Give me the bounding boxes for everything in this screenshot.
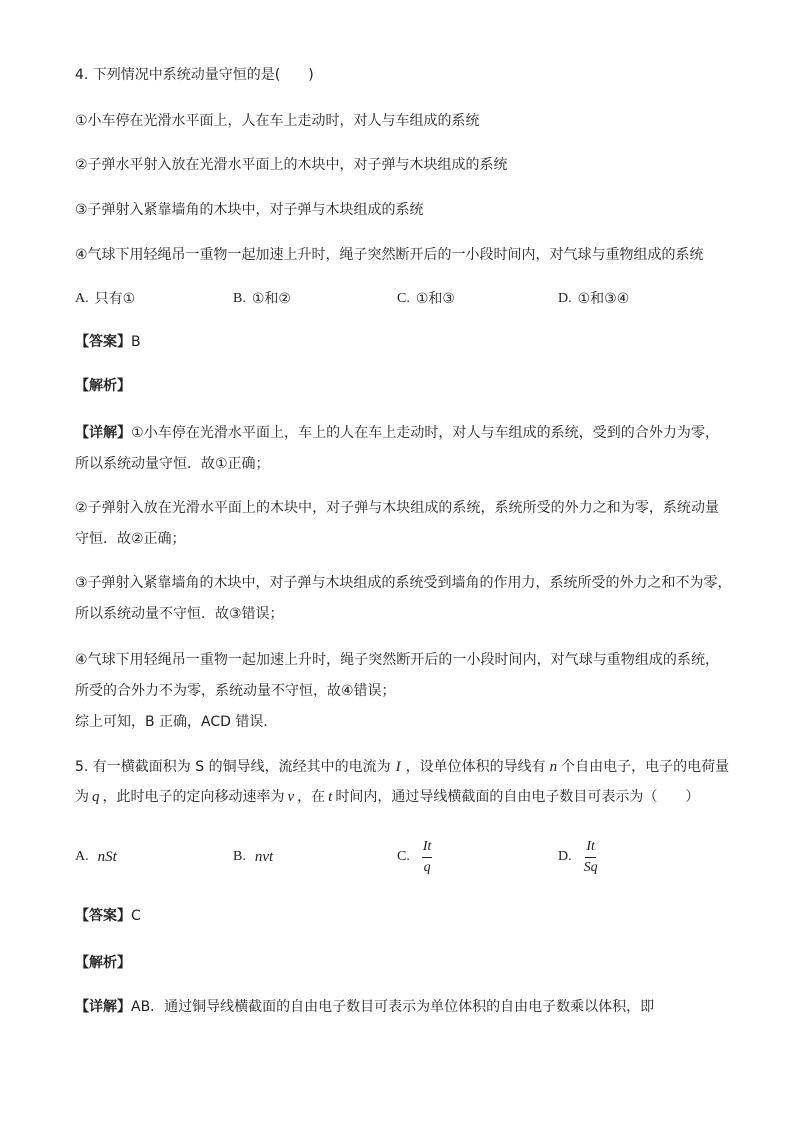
- variable-velocity: v: [287, 789, 295, 805]
- question-4-detail-line-4: 守恒．故②正确；: [75, 531, 186, 547]
- fraction-denominator: Sq: [583, 859, 598, 875]
- variable-time: t: [328, 789, 333, 805]
- option-text: ①和②: [251, 291, 291, 307]
- question-4-detail-line-1: [75, 423, 719, 443]
- stem-text: 5. 有一横截面积为 S 的铜导线，流经其中的电流为: [75, 759, 391, 775]
- variable-charge: q: [92, 789, 100, 805]
- stem-text: ，在: [297, 789, 326, 805]
- fraction-denominator: q: [423, 859, 431, 875]
- option-label: D.: [558, 291, 572, 306]
- question-5-detail-line-1: [75, 997, 654, 1017]
- question-5-stem-line-1: [75, 757, 730, 777]
- question-4-option-a: [75, 289, 135, 309]
- question-5-answer: [75, 906, 141, 926]
- question-4-conclusion: 综上可知，B 正确，ACD 错误．: [75, 714, 278, 730]
- answer-value: C: [131, 908, 141, 924]
- question-4-stem: 4. 下列情况中系统动量守恒的是( ): [75, 67, 314, 83]
- fraction: [422, 839, 433, 876]
- answer-tag: 【答案】: [75, 908, 131, 924]
- stem-text: ，设单位体积的导线有: [405, 759, 546, 775]
- question-5-option-b: [233, 835, 273, 879]
- question-5-option-d: [558, 835, 598, 879]
- question-4-detail-line-5: ③子弹射入紧靠墙角的木块中，对子弹与木块组成的系统受到墙角的作用力，系统所受的外力之和不为零，: [75, 575, 732, 591]
- question-4-option-c: [397, 289, 455, 309]
- question-4-option-d: [558, 289, 629, 309]
- question-5-option-a: [75, 835, 117, 879]
- option-label: C.: [397, 291, 410, 306]
- stem-text: 时间内，通过导线横截面的自由电子数目可表示为（ ）: [335, 789, 700, 805]
- variable-current: I: [395, 759, 401, 775]
- analysis-tag: 【解析】: [75, 378, 131, 394]
- stem-text: 为: [75, 789, 89, 805]
- option-expression: nvt: [254, 848, 274, 865]
- option-label: C.: [397, 849, 410, 864]
- option-label: A.: [75, 849, 89, 864]
- option-text: ①和③: [415, 291, 455, 307]
- stem-text: 个自由电子，电子的电荷量: [561, 759, 730, 775]
- option-label: A.: [75, 291, 89, 306]
- detail-text: AB．通过铜导线横截面的自由电子数目可表示为单位体积的自由电子数乘以体积，即: [131, 999, 655, 1015]
- question-5-option-c: [397, 835, 432, 879]
- question-4-statement-2: ②子弹水平射入放在光滑水平面上的木块中，对子弹与木块组成的系统: [75, 157, 508, 173]
- question-5-options: [75, 835, 695, 879]
- question-5-analysis-heading: [75, 953, 131, 973]
- option-label: B.: [233, 291, 246, 306]
- question-4-detail-line-6: 所以系统动量不守恒．故③错误；: [75, 606, 284, 622]
- question-4-statement-3: ③子弹射入紧靠墙角的木块中，对子弹与木块组成的系统: [75, 202, 424, 218]
- answer-value: B: [131, 334, 141, 350]
- question-4-statement-4: ④气球下用轻绳吊一重物一起加速上升时，绳子突然断开后的一小段时间内，对气球与重物组成的系统: [75, 247, 704, 263]
- stem-text: ，此时电子的定向移动速率为: [102, 789, 285, 805]
- option-label: D.: [558, 849, 572, 864]
- question-4-detail-line-8: 所受的合外力不为零，系统动量不守恒，故④错误；: [75, 683, 396, 699]
- question-4-detail-line-2: 所以系统动量守恒．故①正确；: [75, 456, 270, 472]
- detail-text: ①小车停在光滑水平面上，车上的人在车上走动时，对人与车组成的系统，受到的合外力为零，: [131, 425, 719, 441]
- variable-electron-density: n: [549, 759, 558, 775]
- question-4-statement-1: ①小车停在光滑水平面上，人在车上走动时，对人与车组成的系统: [75, 113, 480, 129]
- question-4-detail-line-7: ④气球下用轻绳吊一重物一起加速上升时，绳子突然断开后的一小段时间内，对气球与重物组成的系统，: [75, 652, 719, 668]
- fraction-numerator: It: [422, 839, 433, 858]
- option-label: B.: [233, 849, 246, 864]
- fraction: [584, 839, 598, 876]
- question-4-analysis-heading: [75, 376, 131, 396]
- analysis-tag: 【解析】: [75, 955, 131, 971]
- answer-tag: 【答案】: [75, 334, 131, 350]
- option-text: 只有①: [94, 291, 136, 307]
- question-5-stem-line-2: [75, 787, 699, 807]
- question-4-answer: [75, 332, 141, 352]
- option-expression: nSt: [97, 848, 117, 865]
- question-4-options: [75, 289, 695, 309]
- fraction-numerator: It: [585, 839, 596, 858]
- option-text: ①和③④: [577, 291, 630, 307]
- question-4-option-b: [233, 289, 291, 309]
- detail-tag: 【详解】: [75, 425, 132, 441]
- question-4-detail-line-3: ②子弹射入放在光滑水平面上的木块中，对子弹与木块组成的系统，系统所受的外力之和为零，系统动量: [75, 500, 719, 516]
- detail-tag: 【详解】: [75, 999, 131, 1015]
